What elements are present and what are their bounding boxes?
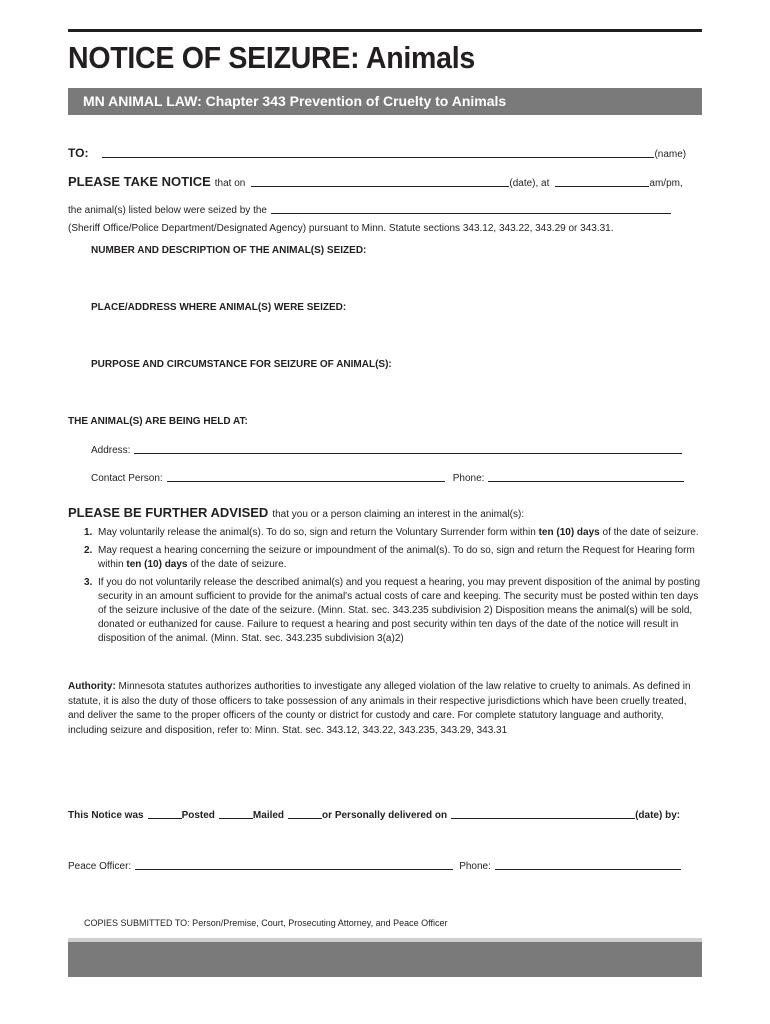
date-by-label: (date) by: [635, 810, 681, 821]
copies-note: COPIES SUBMITTED TO: Person/Premise, Court, Prosecuting Attorney, and Peace Officer [84, 918, 448, 928]
address-row [91, 445, 682, 456]
authority-text: Minnesota statutes authorizes authorities to investigate any alleged violation of the law relative to cruelty to animals. As defined in statute, it is also the duty of those officers to take possession of any animals in their respective jurisdictions which have been cruelly treated, and deliver the same to the proper officers of the county or district for custody and care. For complete statutory language and authority, including seizure and disposition, refer to: Minn. Stat. sec. 343.12, 343.22, 343.235, 343.29, 343.31 [68, 681, 691, 736]
place-heading: PLACE/ADDRESS WHERE ANIMAL(S) WERE SEIZED: [91, 302, 347, 313]
item-deadline: ten (10) days [126, 559, 188, 570]
list-item [84, 544, 704, 572]
date-field[interactable] [251, 185, 509, 187]
this-notice-label: This Notice was [68, 810, 144, 821]
agency-line-text: (Sheriff Office/Police Department/Designated Agency) pursuant to Minn. Statute sections 343.12, 343.22, 343.29 or 343.31. [68, 223, 614, 234]
notice-label: PLEASE TAKE NOTICE [68, 174, 211, 189]
to-row [68, 146, 686, 160]
contact-phone-field[interactable] [488, 480, 684, 482]
date-at-label: (date), at [509, 178, 550, 189]
address-label: Address: [91, 445, 131, 456]
mailed-field[interactable] [219, 817, 253, 819]
advised-row [68, 505, 524, 520]
ampm-label: am/pm, [649, 178, 683, 189]
item-text: May request a hearing concerning the seizure or impoundment of the animal(s). To do so, sign and return the Request for Hearing form within [98, 545, 695, 570]
agency-field[interactable] [271, 212, 671, 214]
name-suffix: (name) [654, 149, 687, 160]
mailed-label: Mailed [252, 810, 285, 821]
officer-row [68, 861, 681, 872]
item-number: 1. [84, 527, 93, 538]
advised-list [84, 526, 704, 650]
authority-paragraph [68, 680, 704, 738]
item-number: 3. [84, 577, 93, 588]
posted-label: Posted [181, 810, 215, 821]
list-item [84, 576, 704, 646]
officer-phone-field[interactable] [495, 868, 681, 870]
number-description-heading: NUMBER AND DESCRIPTION OF THE ANIMAL(S) SEIZED: [91, 245, 367, 256]
posted-field[interactable] [148, 817, 182, 819]
officer-field[interactable] [135, 868, 453, 870]
page-title: NOTICE OF SEIZURE: Animals [68, 40, 475, 75]
law-banner: MN ANIMAL LAW: Chapter 343 Prevention of Cruelty to Animals [68, 88, 702, 115]
name-field[interactable] [102, 156, 654, 158]
contact-label: Contact Person: [91, 473, 163, 484]
officer-label: Peace Officer: [68, 861, 132, 872]
contact-field[interactable] [167, 480, 445, 482]
item-text-end: of the date of seizure. [187, 559, 287, 570]
seized-by-text: the animal(s) listed below were seized by the [68, 205, 267, 216]
notice-that-on: that on [214, 178, 246, 189]
personally-label: or Personally delivered on [322, 810, 448, 821]
advised-label: PLEASE BE FURTHER ADVISED [68, 505, 269, 520]
item-text-end: of the date of seizure. [599, 527, 699, 538]
item-number: 2. [84, 545, 93, 556]
time-field[interactable] [555, 185, 649, 187]
footer-bar [68, 938, 702, 977]
agency-line [68, 223, 614, 234]
top-rule [68, 29, 702, 32]
address-field[interactable] [134, 452, 682, 454]
contact-phone-label: Phone: [452, 473, 485, 484]
purpose-heading: PURPOSE AND CIRCUMSTANCE FOR SEIZURE OF ANIMAL(S): [91, 359, 392, 370]
seized-by-row [68, 205, 671, 216]
personally-field[interactable] [288, 817, 322, 819]
to-label: TO: [68, 146, 89, 160]
item-text: May voluntarily release the animal(s). To do so, sign and return the Voluntary Surrender form within [98, 527, 539, 538]
authority-label: Authority: [68, 681, 116, 692]
item-deadline: ten (10) days [538, 527, 600, 538]
delivery-row [68, 810, 680, 821]
item-text: If you do not voluntarily release the described animal(s) and you request a hearing, you may prevent disposition of the animal by posting security in an amount sufficient to provide for the animal's actual costs of care and keeping. The security must be posted within ten days of the seizure inclusive of the date of the seizure. (Minn. Stat. sec. 343.235 subdivision 2) Disposition means the animal(s) will be sold, donated or euthanized for cause. Failure to request a hearing and post security within ten days of the date of the notice will result in disposition of the animal. (Minn. Stat. sec. 343.235 subdivision 3(a)2) [98, 577, 701, 644]
advised-text: that you or a person claiming an interest in the animal(s): [272, 509, 525, 520]
officer-phone-label: Phone: [459, 861, 491, 872]
held-at-heading: THE ANIMAL(S) ARE BEING HELD AT: [68, 416, 248, 427]
contact-row [91, 473, 684, 484]
notice-row [68, 174, 683, 189]
list-item [84, 526, 704, 540]
delivery-date-field[interactable] [451, 817, 635, 819]
